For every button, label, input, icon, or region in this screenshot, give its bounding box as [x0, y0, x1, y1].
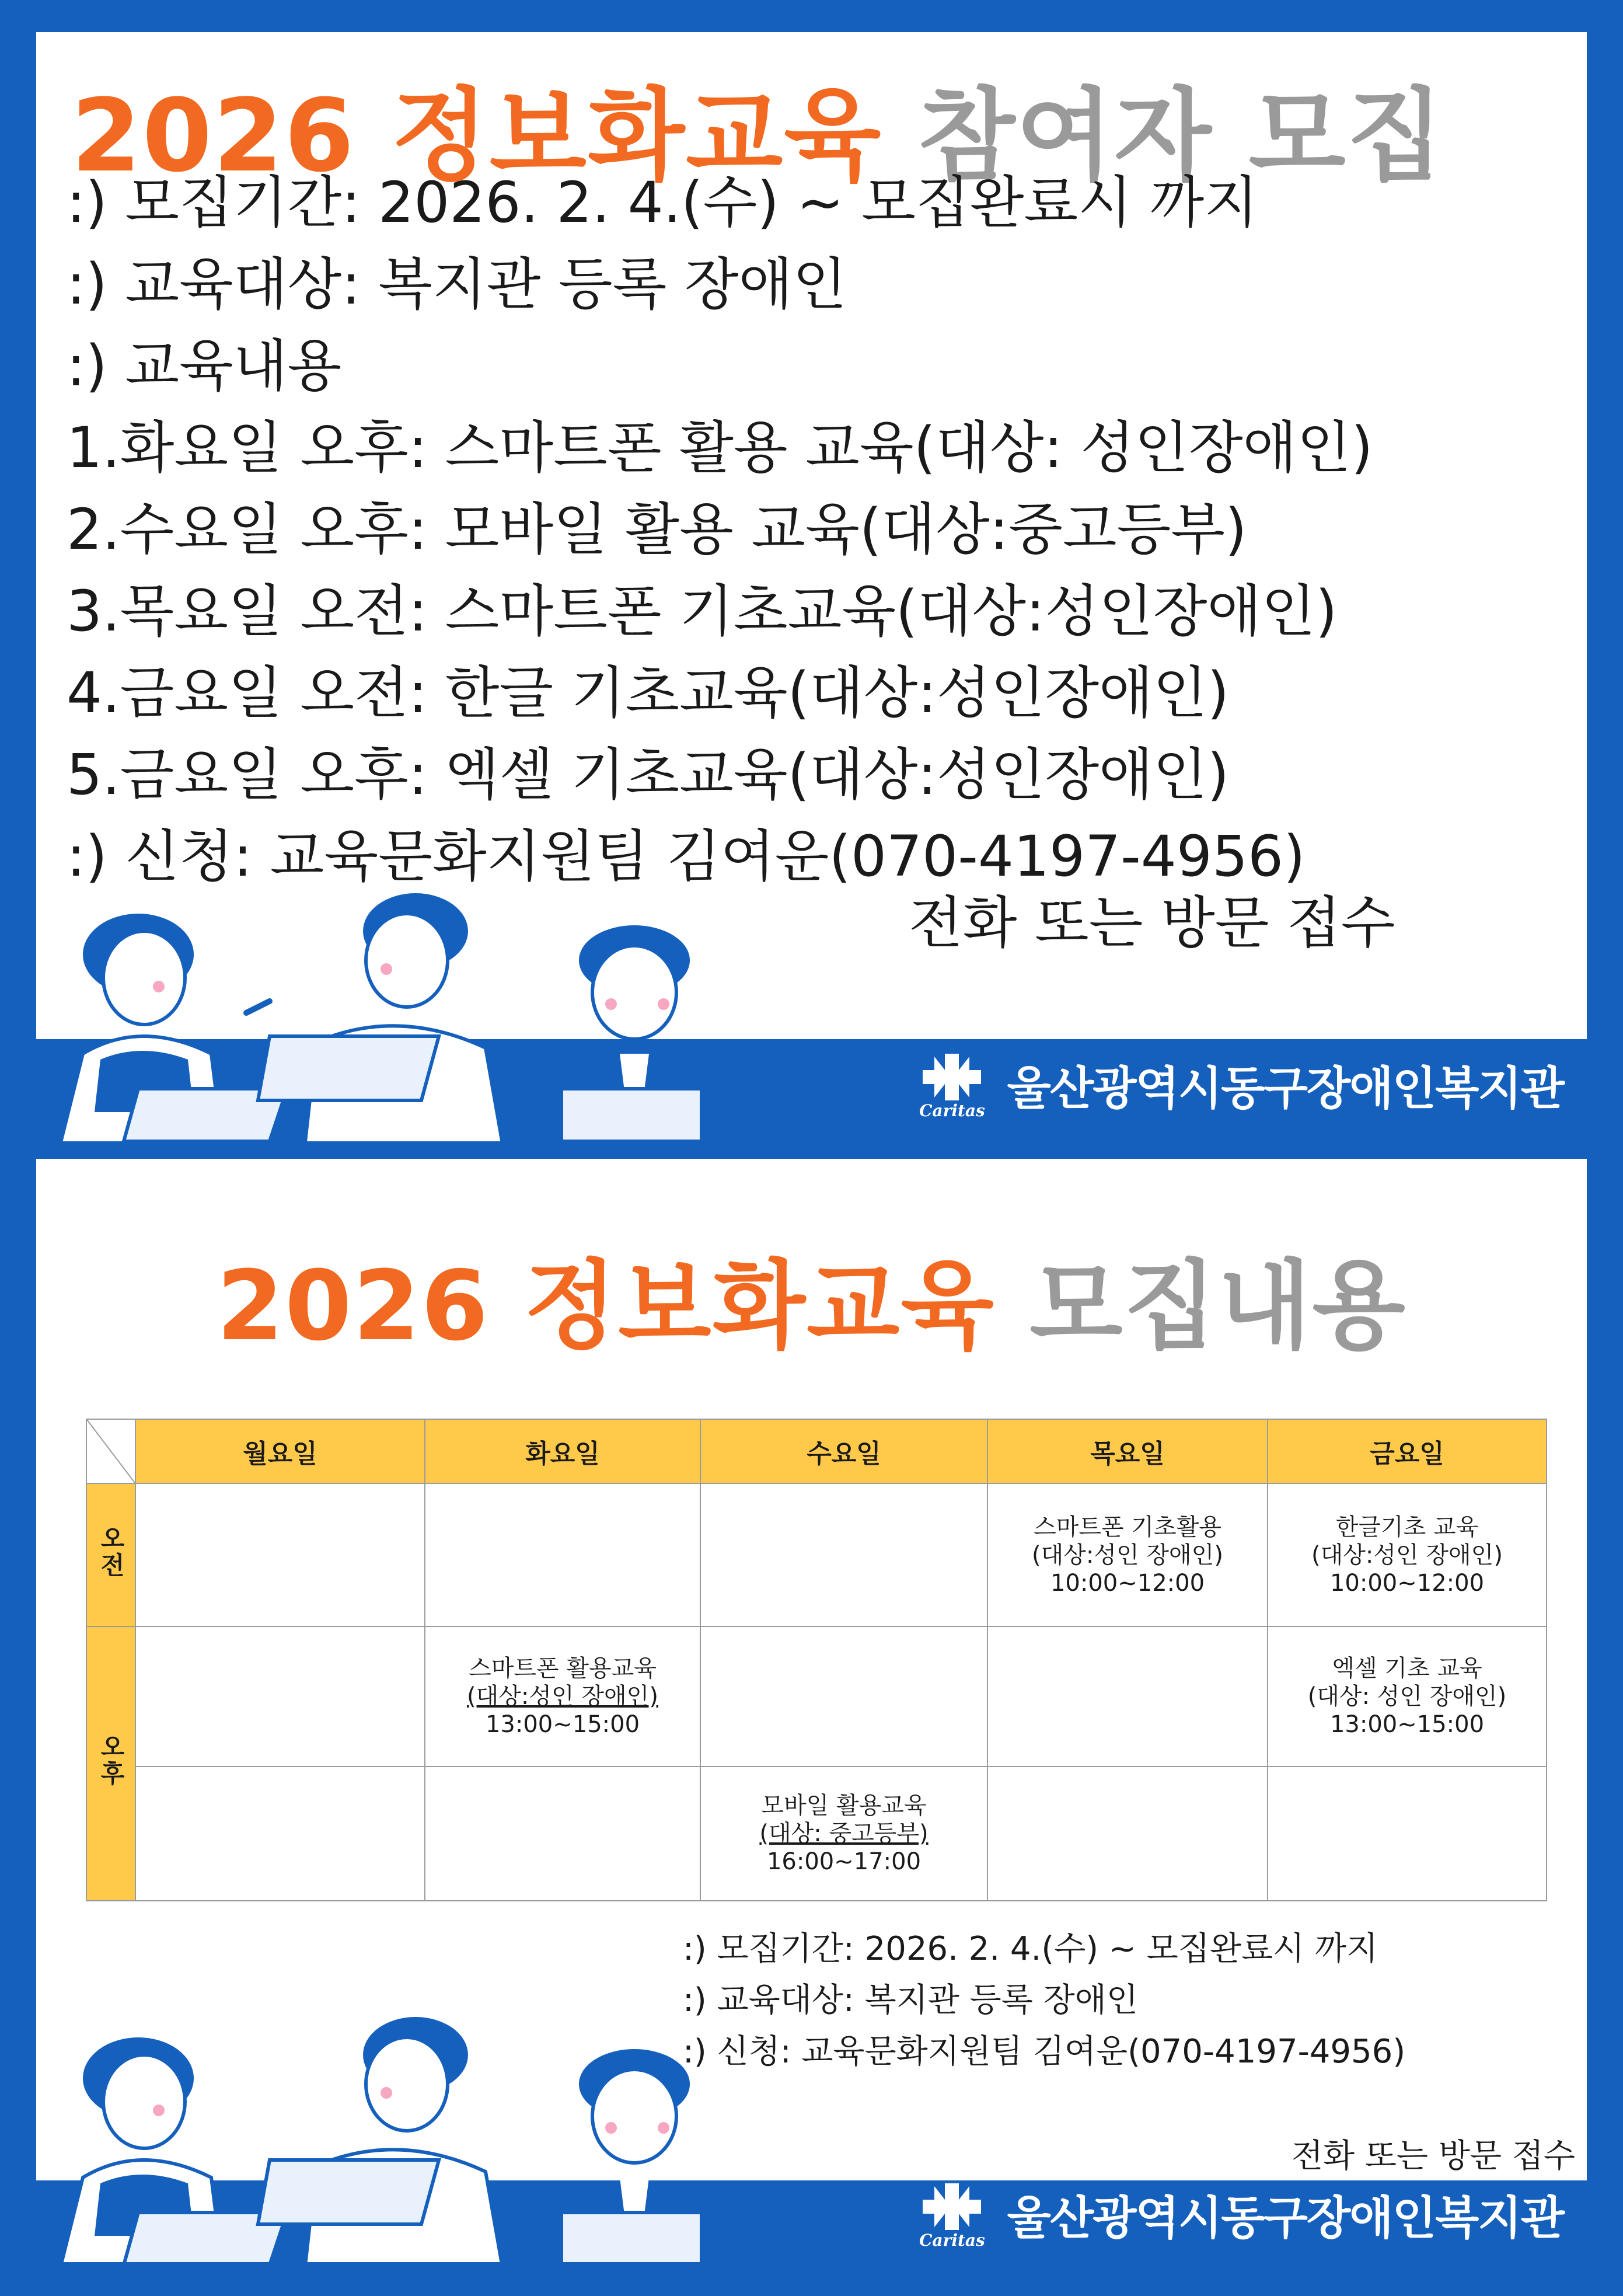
- period-am: 오전: [86, 1483, 135, 1626]
- day-header: 화요일: [425, 1419, 700, 1483]
- class-time: 10:00~12:00: [1329, 1569, 1485, 1597]
- class-time: 13:00~15:00: [485, 1711, 640, 1738]
- info-target: :) 교육대상: 복지관 등록 장애인: [67, 252, 847, 317]
- schedule-cell: [987, 1626, 1268, 1767]
- schedule-cell: [425, 1767, 700, 1901]
- info-apply: :) 신청: 교육문화지원팀 김여운(070-4197-4956): [67, 824, 1306, 889]
- caritas-wordmark: Caritas: [919, 1101, 985, 1120]
- class-entry: [425, 1654, 700, 1738]
- schedule-cell: [1268, 1767, 1547, 1901]
- course-item: 2.수요일 오후: 모바일 활용 교육(대상:중고등부): [67, 497, 1247, 562]
- schedule-cell: [135, 1626, 425, 1767]
- schedule-cell: [425, 1483, 700, 1626]
- course-item: 1.화요일 오후: 스마트폰 활용 교육(대상: 성인장애인): [67, 415, 1373, 480]
- schedule-cell: [1268, 1483, 1547, 1626]
- organization-logo: [911, 2180, 1563, 2248]
- schedule-cell: [987, 1483, 1268, 1626]
- organization-name: 울산광역시동구장애인복지관: [1007, 1062, 1563, 1115]
- title-highlight: 2026 정보화교육: [217, 1250, 995, 1362]
- schedule-table: [86, 1419, 1547, 1901]
- class-time: 13:00~15:00: [1329, 1711, 1485, 1738]
- schedule-cell: [700, 1626, 987, 1767]
- class-time: 10:00~12:00: [1050, 1569, 1205, 1597]
- people-with-laptops-illustration: [36, 1991, 772, 2262]
- class-name: 모바일 활용교육: [761, 1792, 927, 1819]
- course-item: 5.금요일 오후: 엑셀 기초교육(대상:성인장애인): [67, 742, 1229, 807]
- schedule-cell: [425, 1626, 700, 1767]
- class-name: 한글기초 교육: [1335, 1513, 1479, 1541]
- info-list: [67, 162, 1373, 897]
- schedule-cell: [700, 1483, 987, 1626]
- class-entry: [988, 1513, 1267, 1597]
- day-header: 금요일: [1268, 1419, 1547, 1483]
- title-highlight: 2026 정보화교육: [71, 77, 882, 194]
- info-recruit-period: :) 모집기간: 2026. 2. 4.(수) ~ 모집완료시 까지: [67, 170, 1258, 235]
- schedule-cell: [135, 1767, 425, 1901]
- info-list: [683, 1924, 1405, 2078]
- day-header: 수요일: [700, 1419, 987, 1483]
- title-rest: 모집내용: [1029, 1250, 1406, 1362]
- class-name: 스마트폰 기초활용: [1034, 1513, 1221, 1541]
- schedule-poster: [36, 1159, 1587, 2262]
- class-time: 16:00~17:00: [766, 1848, 922, 1875]
- recruitment-poster: [36, 32, 1587, 1141]
- class-entry: [701, 1792, 987, 1876]
- class-target: (대상:성인 장애인): [1032, 1541, 1223, 1569]
- schedule-cell: [987, 1767, 1268, 1901]
- caritas-cross-icon: [911, 2180, 993, 2248]
- day-header: 월요일: [135, 1419, 425, 1483]
- period-pm: 오후: [86, 1626, 135, 1901]
- schedule-cell: [135, 1483, 425, 1626]
- class-name: 엑셀 기초 교육: [1332, 1655, 1482, 1682]
- title-rest: 참여자 모집: [918, 77, 1445, 194]
- caritas-cross-icon: [911, 1051, 993, 1118]
- contact-method: 전화 또는 방문 접수: [1291, 2137, 1575, 2175]
- class-entry: [1268, 1654, 1546, 1738]
- course-item: 4.금요일 오전: 한글 기초교육(대상:성인장애인): [67, 660, 1229, 726]
- class-entry: [1268, 1513, 1546, 1597]
- poster-title: [36, 1229, 1587, 1367]
- people-with-laptops-illustration: [36, 867, 772, 1141]
- info-apply: :) 신청: 교육문화지원팀 김여운(070-4197-4956): [683, 2033, 1406, 2071]
- info-content-heading: :) 교육내용: [67, 333, 342, 399]
- class-target: (대상:성인 장애인): [1311, 1541, 1503, 1569]
- info-target: :) 교육대상: 복지관 등록 장애인: [683, 1981, 1138, 2019]
- caritas-wordmark: Caritas: [919, 2231, 985, 2250]
- table-corner: [86, 1419, 135, 1483]
- schedule-cell: [700, 1767, 987, 1901]
- class-target: (대상:성인 장애인): [467, 1683, 658, 1710]
- organization-name: 울산광역시동구장애인복지관: [1007, 2192, 1563, 2245]
- course-item: 3.목요일 오전: 스마트폰 기초교육(대상:성인장애인): [67, 579, 1338, 644]
- schedule-cell: [1268, 1626, 1547, 1767]
- day-header: 목요일: [987, 1419, 1268, 1483]
- organization-logo: [911, 1051, 1563, 1118]
- class-target: (대상: 성인 장애인): [1307, 1683, 1507, 1710]
- class-target: (대상: 중고등부): [759, 1820, 929, 1847]
- class-name: 스마트폰 활용교육: [469, 1655, 657, 1682]
- contact-method: 전화 또는 방문 접수: [909, 890, 1395, 956]
- info-recruit-period: :) 모집기간: 2026. 2. 4.(수) ~ 모집완료시 까지: [683, 1930, 1378, 1968]
